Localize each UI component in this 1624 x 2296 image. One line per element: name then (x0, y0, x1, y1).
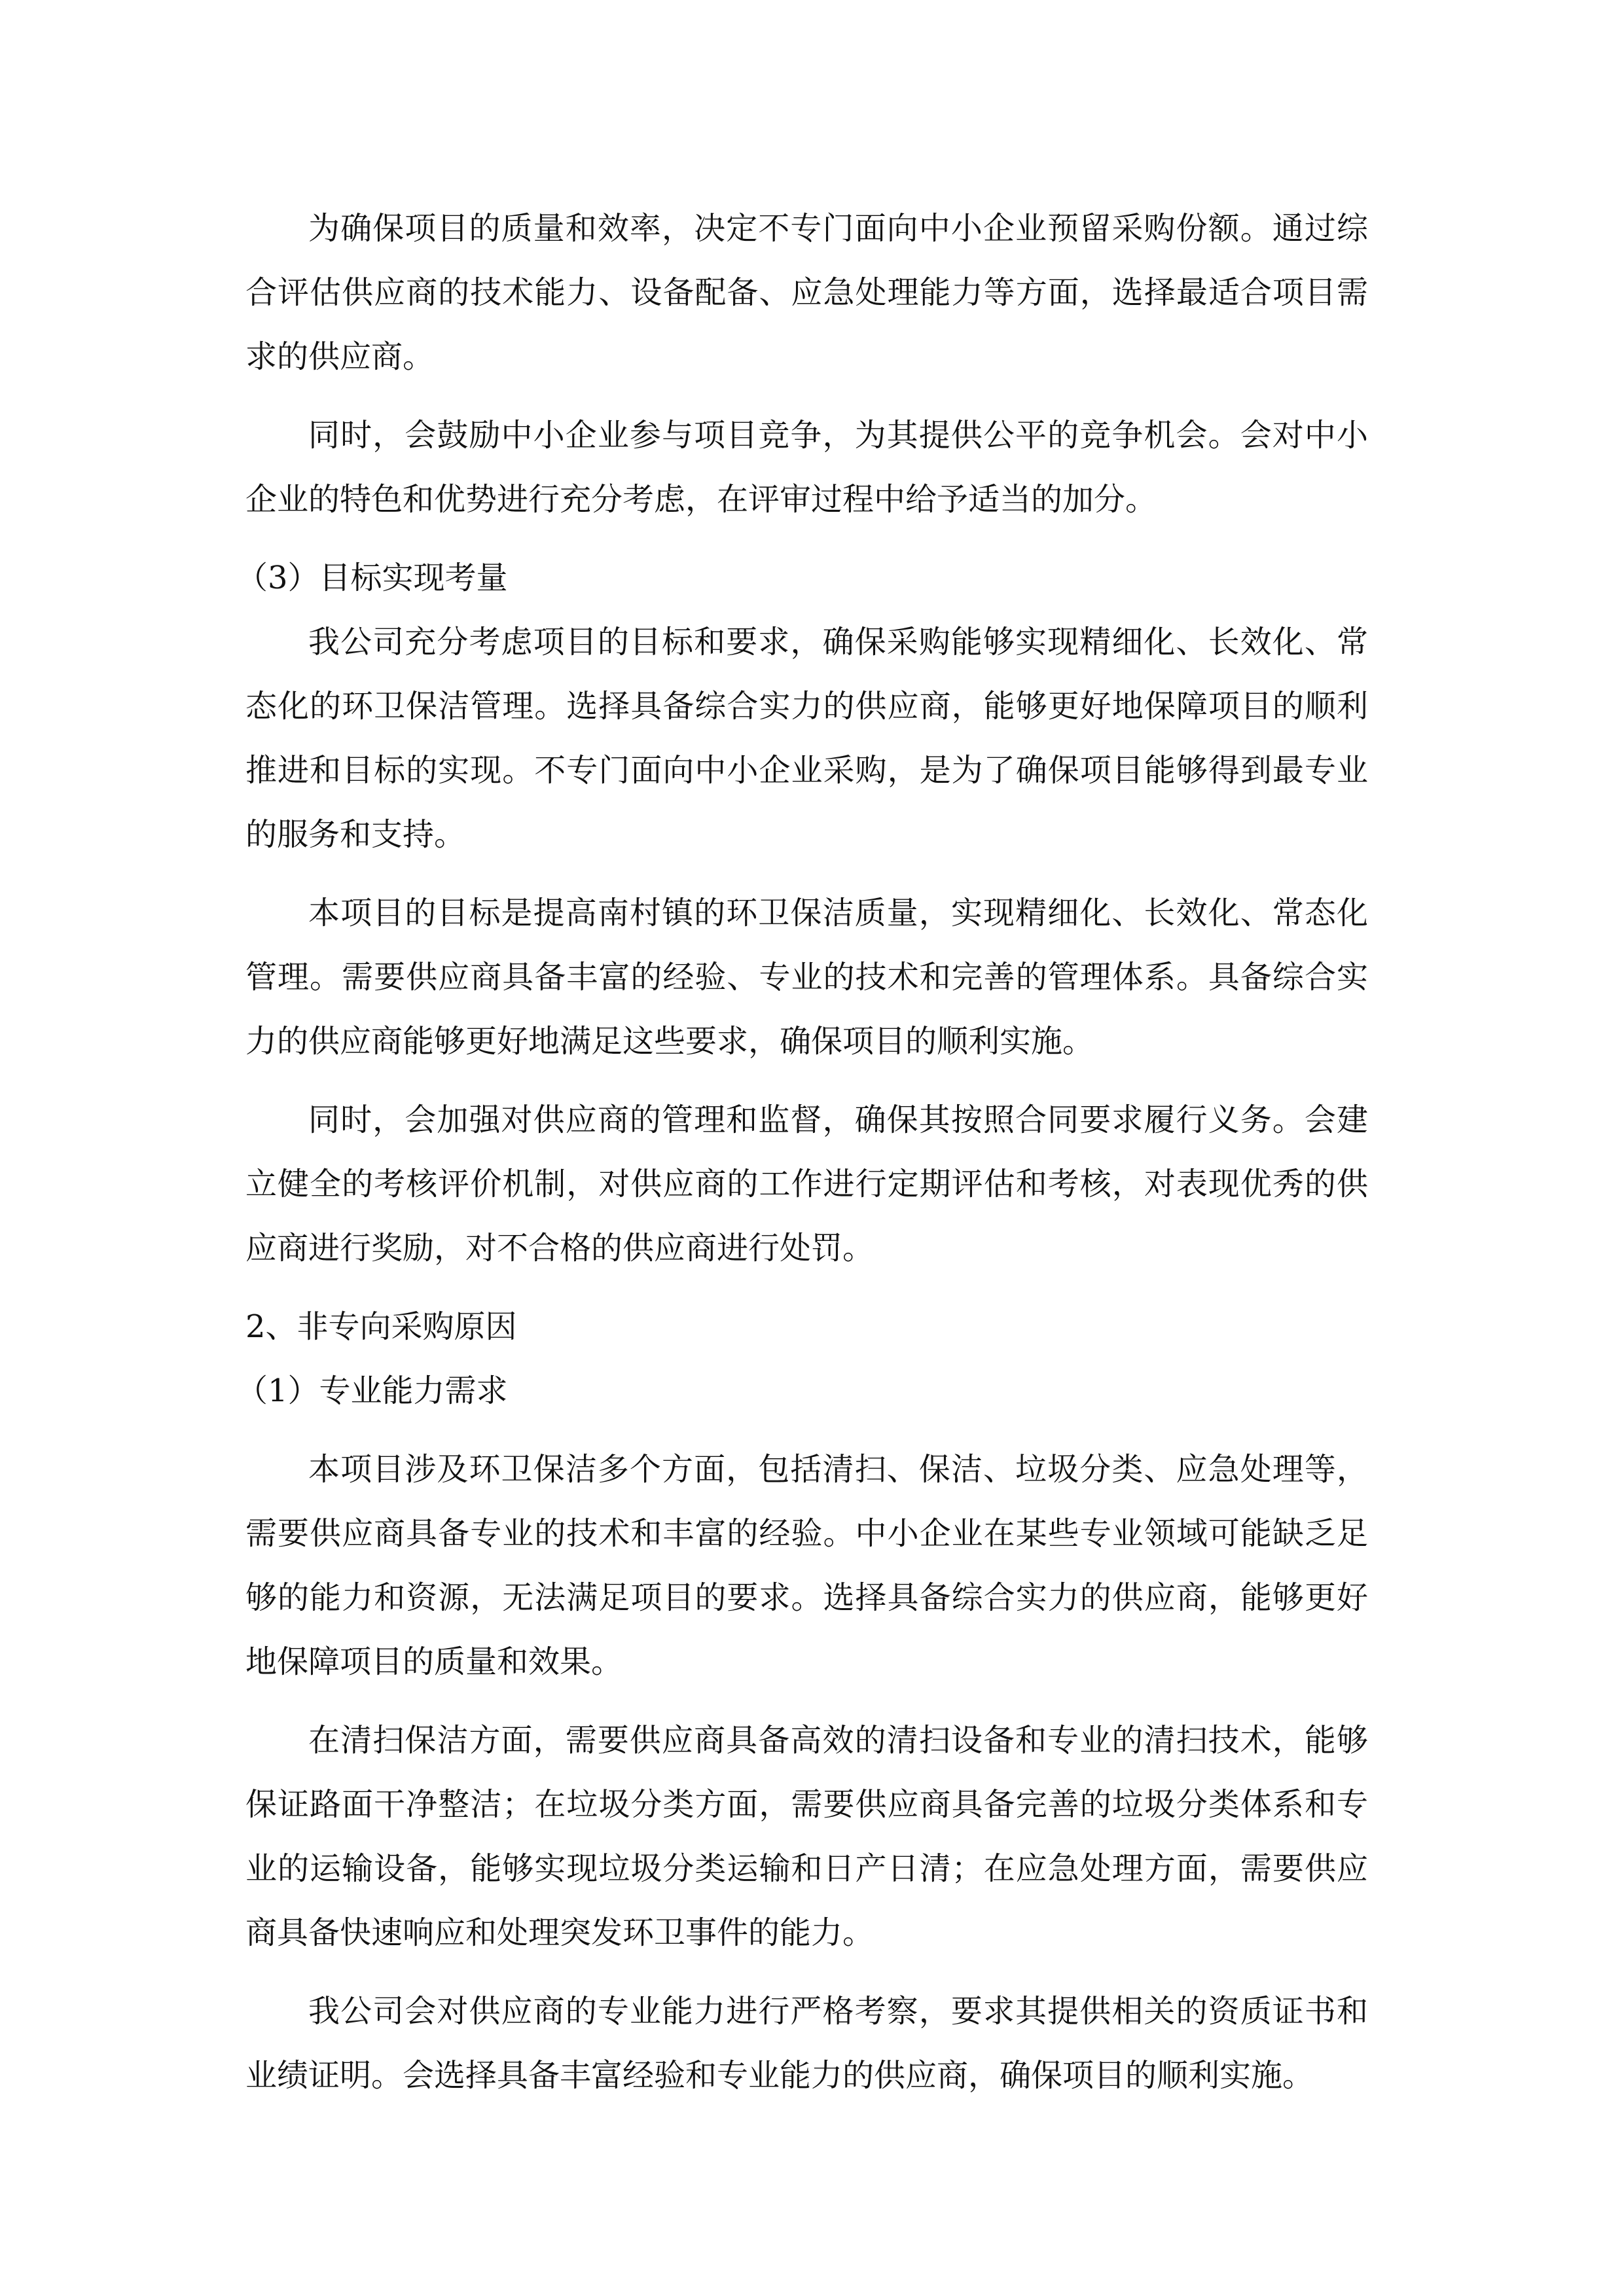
paragraph-project-goal: 本项目的目标是提高南村镇的环卫保洁质量，实现精细化、长效化、常态化管理。需要供应商具备丰富的经验、专业的技术和完善的管理体系。具备综合实力的供应商能够更好地满足这些要求，确保项目的顺利实施。 (245, 895, 1368, 1060)
heading-non-targeted-reasons: 2、非专向采购原因 (245, 1308, 517, 1345)
paragraph-quota-policy: 为确保项目的质量和效率，决定不专门面向中小企业预留采购份额。通过综合评估供应商的技术能力、设备配备、应急处理能力等方面，选择最适合项目需求的供应商。 (245, 210, 1368, 375)
document-body (236, 196, 1368, 2122)
paragraph-goal-requirements: 我公司充分考虑项目的目标和要求，确保采购能够实现精细化、长效化、常态化的环卫保洁管理。选择具备综合实力的供应商，能够更好地保障项目的顺利推进和目标的实现。不专门面向中小企业采购，是为了确保项目能够得到最专业的服务和支持。 (245, 624, 1368, 853)
heading-goal-considerations: （3）目标实现考量 (236, 560, 508, 596)
paragraph-sme-encouragement: 同时，会鼓励中小企业参与项目竞争，为其提供公平的竞争机会。会对中小企业的特色和优势进行充分考虑，在评审过程中给予适当的加分。 (245, 417, 1368, 518)
heading-professional-capability: （1）专业能力需求 (236, 1372, 508, 1409)
paragraph-project-scope: 本项目涉及环卫保洁多个方面，包括清扫、保洁、垃圾分类、应急处理等，需要供应商具备专业的技术和丰富的经验。中小企业在某些专业领域可能缺乏足够的能力和资源，无法满足项目的要求。选择具备综合实力的供应商，能够更好地保障项目的质量和效果。 (245, 1451, 1368, 1680)
paragraph-supplier-review: 我公司会对供应商的专业能力进行严格考察，要求其提供相关的资质证书和业绩证明。会选择具备丰富经验和专业能力的供应商，确保项目的顺利实施。 (245, 1993, 1368, 2094)
paragraph-capability-details: 在清扫保洁方面，需要供应商具备高效的清扫设备和专业的清扫技术，能够保证路面干净整洁；在垃圾分类方面，需要供应商具备完善的垃圾分类体系和专业的运输设备，能够实现垃圾分类运输和日产日清；在应急处理方面，需要供应商具备快速响应和处理突发环卫事件的能力。 (245, 1722, 1368, 1951)
paragraph-supervision: 同时，会加强对供应商的管理和监督，确保其按照合同要求履行义务。会建立健全的考核评价机制，对供应商的工作进行定期评估和考核，对表现优秀的供应商进行奖励，对不合格的供应商进行处罚。 (245, 1102, 1368, 1266)
